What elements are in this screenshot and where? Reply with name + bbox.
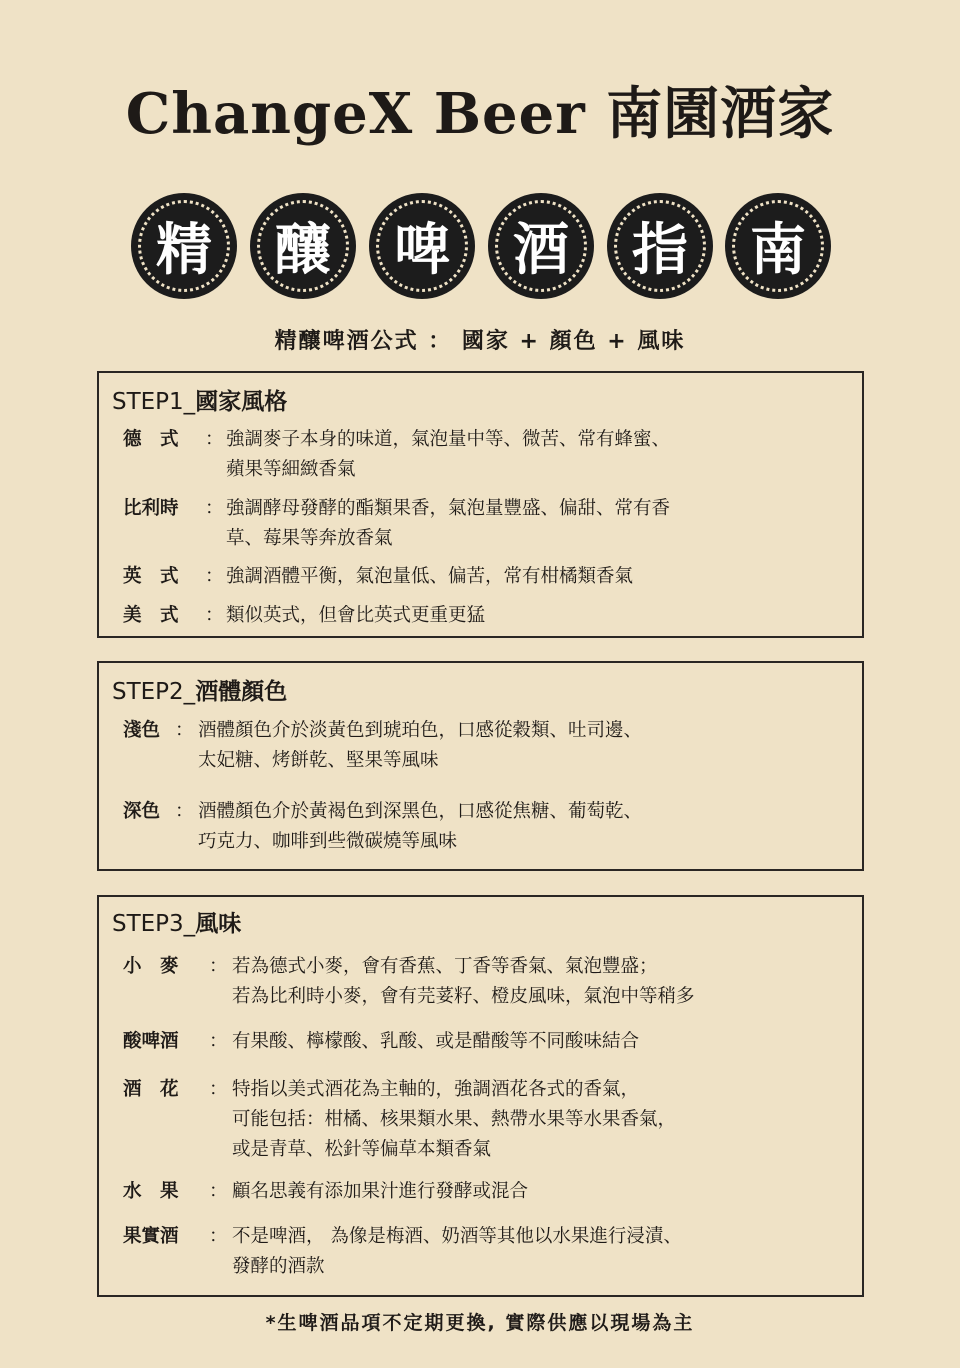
guide-char-circle [250, 193, 356, 299]
desc-line: 酒體顏色介於黃褐色到深黑色，口感從焦糖、葡萄乾、 [198, 801, 643, 822]
desc-line: 強調麥子本身的味道，氣泡量中等、微苦、常有蜂蜜、 [226, 429, 671, 450]
item-desc [232, 1075, 676, 1165]
item-colon: ： [175, 801, 194, 822]
desc-line: 強調酵母發酵的酯類果香，氣泡量豐盛、偏甜、常有香 [226, 498, 671, 519]
step3-label: STEP3_ [112, 911, 196, 937]
item-colon: ： [209, 1079, 228, 1100]
item-colon: ： [209, 1226, 228, 1247]
item-term: 小 麥 [123, 956, 179, 977]
desc-line: 若為德式小麥，會有香蕉、丁香等香氣、氣泡豐盛； [232, 956, 658, 977]
guide-char-circle [369, 193, 475, 299]
guide-char: 釀 [275, 217, 331, 283]
desc-line: 可能包括：柑橘、核果類水果、熱帶水果等水果香氣， [232, 1109, 677, 1130]
item-term: 深色 [123, 801, 161, 822]
page-title: ChangeX Beer 南園酒家 [125, 81, 835, 147]
item-colon: ： [205, 429, 224, 450]
step1-title: 國家風格 [195, 389, 288, 415]
desc-line: 顧名思義有添加果汁進行發酵或混合 [232, 1181, 529, 1202]
item-colon: ： [175, 720, 194, 741]
desc-line: 若為比利時小麥，會有芫荽籽、橙皮風味，氣泡中等稍多 [232, 986, 695, 1007]
desc-line: 巧克力、咖啡到些微碳燒等風味 [198, 831, 458, 852]
guide-title-circles [131, 193, 831, 301]
step3-heading [112, 905, 241, 938]
step3-item-fruit-wine [123, 1222, 682, 1282]
desc-line: 類似英式，但會比英式更重更猛 [226, 605, 486, 626]
item-desc [198, 797, 642, 857]
item-desc [232, 1222, 682, 1282]
guide-char: 精 [156, 217, 212, 283]
step2-heading [112, 673, 287, 706]
step2-title: 酒體顏色 [195, 679, 288, 705]
item-colon: ： [205, 498, 224, 519]
item-term: 酒 花 [123, 1079, 179, 1100]
desc-line: 特指以美式酒花為主軸的，強調酒花各式的香氣， [232, 1079, 640, 1100]
item-term: 水 果 [123, 1181, 179, 1202]
guide-char: 指 [632, 217, 688, 283]
step2-label: STEP2_ [112, 679, 196, 705]
item-colon: ： [209, 956, 228, 977]
item-term: 淺色 [123, 720, 161, 741]
guide-char: 南 [750, 217, 806, 283]
item-desc [226, 562, 633, 592]
desc-line: 有果酸、檸檬酸、乳酸、或是醋酸等不同酸味結合 [232, 1031, 640, 1052]
item-desc [232, 1027, 639, 1057]
step3-item-hops [123, 1075, 676, 1165]
guide-char-circle [607, 193, 713, 299]
item-desc [226, 494, 670, 554]
item-colon: ： [209, 1031, 228, 1052]
step1-item-belgian [123, 494, 670, 554]
desc-line: 酒體顏色介於淡黃色到琥珀色，口感從穀類、吐司邊、 [198, 720, 643, 741]
item-term: 美 式 [123, 605, 179, 626]
item-term: 比利時 [123, 498, 179, 519]
guide-char-circle [131, 193, 237, 299]
formula-line: 精釀啤酒公式 ： 國家 + 顏色 + 風味 [274, 329, 686, 354]
item-colon: ： [205, 605, 224, 626]
step1-item-english [123, 562, 633, 592]
step1-item-german [123, 425, 670, 485]
step1-box [97, 371, 864, 638]
step3-item-fruit [123, 1177, 528, 1207]
item-desc [232, 1177, 528, 1207]
item-desc [226, 601, 485, 631]
item-term: 果實酒 [123, 1226, 179, 1247]
step3-box [97, 895, 864, 1297]
item-term: 酸啤酒 [123, 1031, 179, 1052]
desc-line: 不是啤酒， 為像是梅酒、奶酒等其他以水果進行浸漬、 [232, 1226, 682, 1247]
step1-label: STEP1_ [112, 389, 196, 415]
footer-note: *生啤酒品項不定期更換, 實際供應以現場為主 [265, 1312, 695, 1334]
step2-item-light [123, 716, 642, 776]
item-colon: ： [205, 566, 224, 587]
item-colon: ： [209, 1181, 228, 1202]
item-term: 英 式 [123, 566, 179, 587]
desc-line: 或是青草、松針等偏草本類香氣 [232, 1139, 492, 1160]
desc-line: 太妃糖、烤餅乾、堅果等風味 [198, 750, 439, 771]
item-desc [232, 952, 695, 1012]
step3-item-wheat [123, 952, 695, 1012]
guide-char-circle [725, 193, 831, 299]
step2-item-dark [123, 797, 642, 857]
desc-line: 蘋果等細緻香氣 [226, 459, 356, 480]
item-term: 德 式 [123, 429, 179, 450]
desc-line: 草、莓果等奔放香氣 [226, 528, 393, 549]
step1-item-american [123, 601, 485, 631]
step1-heading [112, 383, 287, 416]
guide-char: 啤 [394, 217, 450, 283]
guide-char-circle [488, 193, 594, 299]
step2-box [97, 661, 864, 871]
desc-line: 發酵的酒款 [232, 1256, 325, 1277]
step3-title: 風味 [195, 911, 242, 937]
desc-line: 強調酒體平衡，氣泡量低、偏苦，常有柑橘類香氣 [226, 566, 634, 587]
guide-char: 酒 [513, 217, 569, 283]
item-desc [198, 716, 642, 776]
step3-item-sour [123, 1027, 639, 1057]
item-desc [226, 425, 670, 485]
